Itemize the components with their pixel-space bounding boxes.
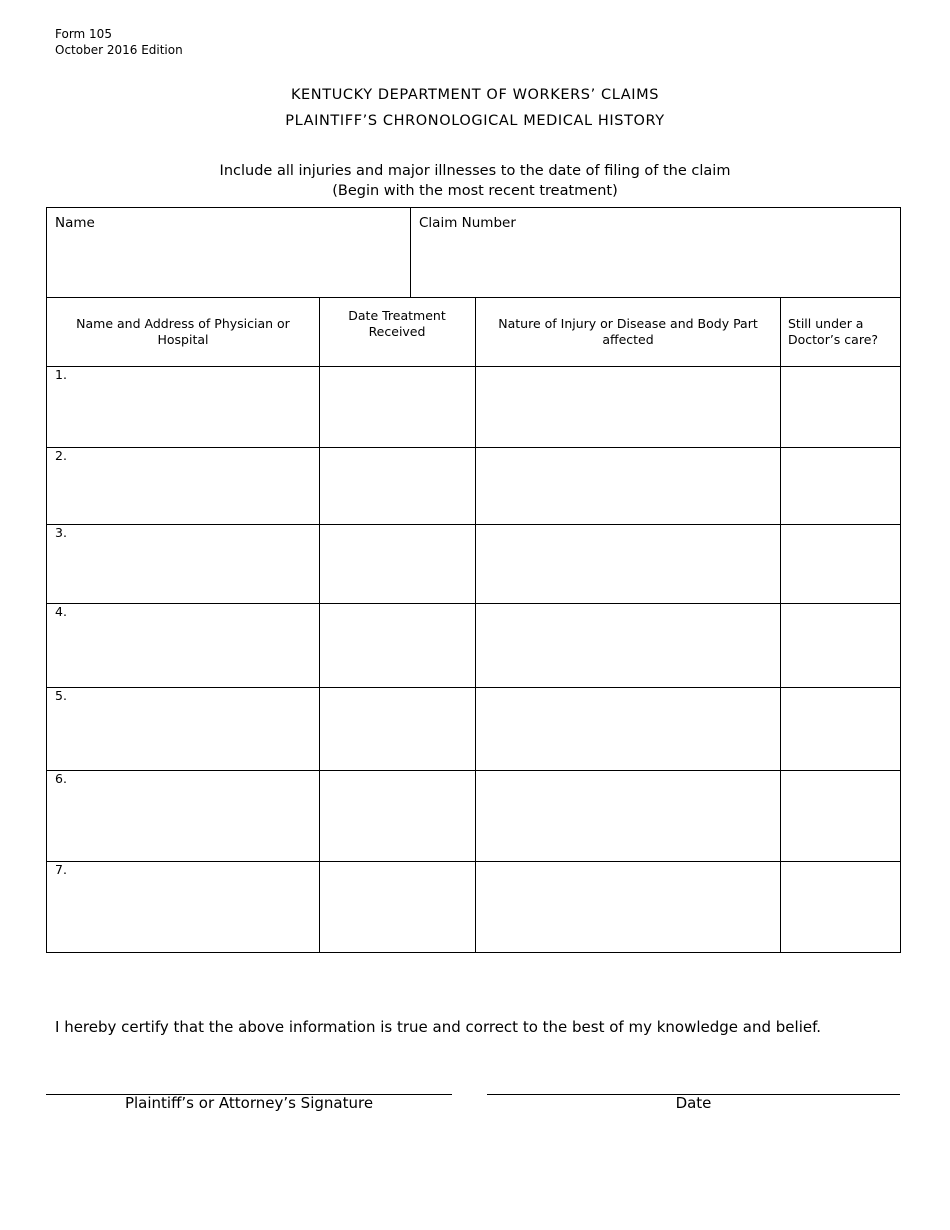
row-divider <box>46 861 901 862</box>
form-titles <box>0 82 950 134</box>
header-row-divider <box>46 366 901 367</box>
sub-instruction-text: (Begin with the most recent treatment) <box>332 183 618 199</box>
form-number: Form 105 <box>55 27 112 41</box>
column-header-still-under-care: Still under a Doctor’s care? <box>788 316 879 347</box>
row-number-3: 3. <box>55 525 67 540</box>
column-header-physician: Name and Address of Physician or Hospital <box>76 316 290 347</box>
certification-statement: I hereby certify that the above information is true and correct to the best of my knowledge and belief. <box>55 1018 822 1036</box>
medical-history-table <box>46 297 901 953</box>
row-divider <box>46 687 901 688</box>
column-header-nature: Nature of Injury or Disease and Body Part affected <box>498 316 758 347</box>
instruction-text: Include all injuries and major illnesses to the date of filing of the claim <box>219 163 731 179</box>
row-divider <box>46 603 901 604</box>
row-divider <box>46 770 901 771</box>
column-divider <box>780 297 781 953</box>
row-number-4: 4. <box>55 604 67 619</box>
form-meta <box>55 26 183 58</box>
name-field[interactable] <box>47 236 409 297</box>
row-number-2: 2. <box>55 448 67 463</box>
row-number-7: 7. <box>55 862 67 877</box>
signature-label: Plaintiff’s or Attorney’s Signature <box>124 1094 374 1112</box>
row-number-6: 6. <box>55 771 67 786</box>
department-title: KENTUCKY DEPARTMENT OF WORKERS’ CLAIMS <box>290 87 660 103</box>
date-label: Date <box>675 1094 712 1112</box>
instructions <box>0 161 950 201</box>
row-divider <box>46 524 901 525</box>
row-divider <box>46 447 901 448</box>
claim-number-label: Claim Number <box>419 215 516 231</box>
column-header-date: Date Treatment Received <box>348 308 446 339</box>
column-divider <box>319 297 320 953</box>
row-number-1: 1. <box>55 367 67 382</box>
row-number-5: 5. <box>55 688 67 703</box>
form-title: PLAINTIFF’S CHRONOLOGICAL MEDICAL HISTORY <box>285 113 665 129</box>
column-divider <box>475 297 476 953</box>
name-label: Name <box>55 215 95 231</box>
claim-number-field[interactable] <box>411 236 900 297</box>
form-edition: October 2016 Edition <box>55 43 183 57</box>
